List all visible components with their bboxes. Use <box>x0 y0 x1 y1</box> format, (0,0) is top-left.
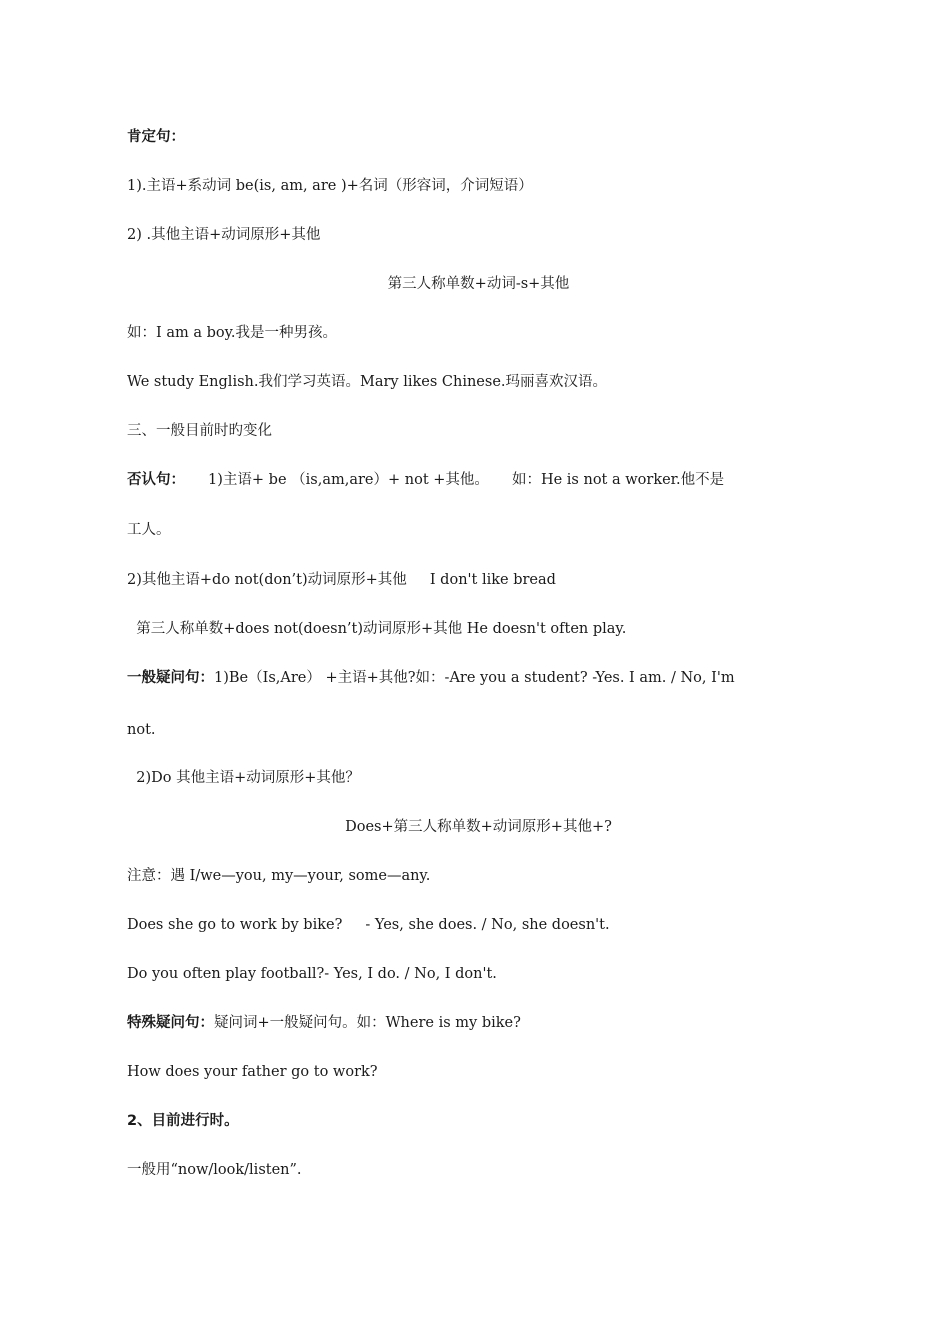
text-line: 第三人称单数+does not(doesn’t)动词原形+其他 He doesn't often play. <box>127 621 627 637</box>
text-line: not. <box>127 722 156 738</box>
heading-affirmative: 肯定句： <box>127 129 185 145</box>
text-line: 1).主语+系动词 be(is, am, are )+名词（形容词，介词短语） <box>127 178 533 194</box>
heading-present-continuous: 2、目前进行时。 <box>127 1113 239 1129</box>
negative-line <box>127 470 830 490</box>
text-line: 一般用“now/look/listen”. <box>127 1162 302 1178</box>
question-line <box>127 668 830 688</box>
special-question-label: 特殊疑问句： <box>127 1015 214 1031</box>
text-line: 工人。 <box>127 522 171 538</box>
text-line: 2) .其他主语+动词原形+其他 <box>127 227 321 243</box>
text-line: Do you often play football?- Yes, I do. / No, I don't. <box>127 966 497 982</box>
text-line-centered: 第三人称单数+动词-s+其他 <box>387 276 570 292</box>
question-text: 1)Be（Is,Are） +主语+其他?如：-Are you a student? -Yes. I am. / No, I'm <box>214 670 735 686</box>
section-title: 三、一般目前时旳变化 <box>127 423 272 439</box>
negative-text: 1)主语+ be （is,am,are）+ not +其他。 如：He is not a worker.他不是 <box>185 472 725 488</box>
special-question-text: 疑问词+一般疑问句。如：Where is my bike? <box>214 1015 521 1031</box>
text-line: We study English.我们学习英语。Mary likes Chinese.玛丽喜欢汉语。 <box>127 374 608 390</box>
text-line-centered: Does+第三人称单数+动词原形+其他+? <box>345 819 612 835</box>
question-label: 一般疑问句： <box>127 670 214 686</box>
text-line: Does she go to work by bike? - Yes, she does. / No, she doesn't. <box>127 917 610 933</box>
text-line: 2)Do 其他主语+动词原形+其他？ <box>127 770 360 786</box>
text-line: How does your father go to work? <box>127 1064 378 1080</box>
text-line: 2)其他主语+do not(don’t)动词原形+其他 I don't like bread <box>127 572 556 588</box>
text-line: 注意：遇 I/we—you, my—your, some—any. <box>127 868 431 884</box>
negative-label: 否认句： <box>127 472 185 488</box>
text-line: 如：I am a boy.我是一种男孩。 <box>127 325 337 341</box>
special-question-line <box>127 1013 830 1033</box>
